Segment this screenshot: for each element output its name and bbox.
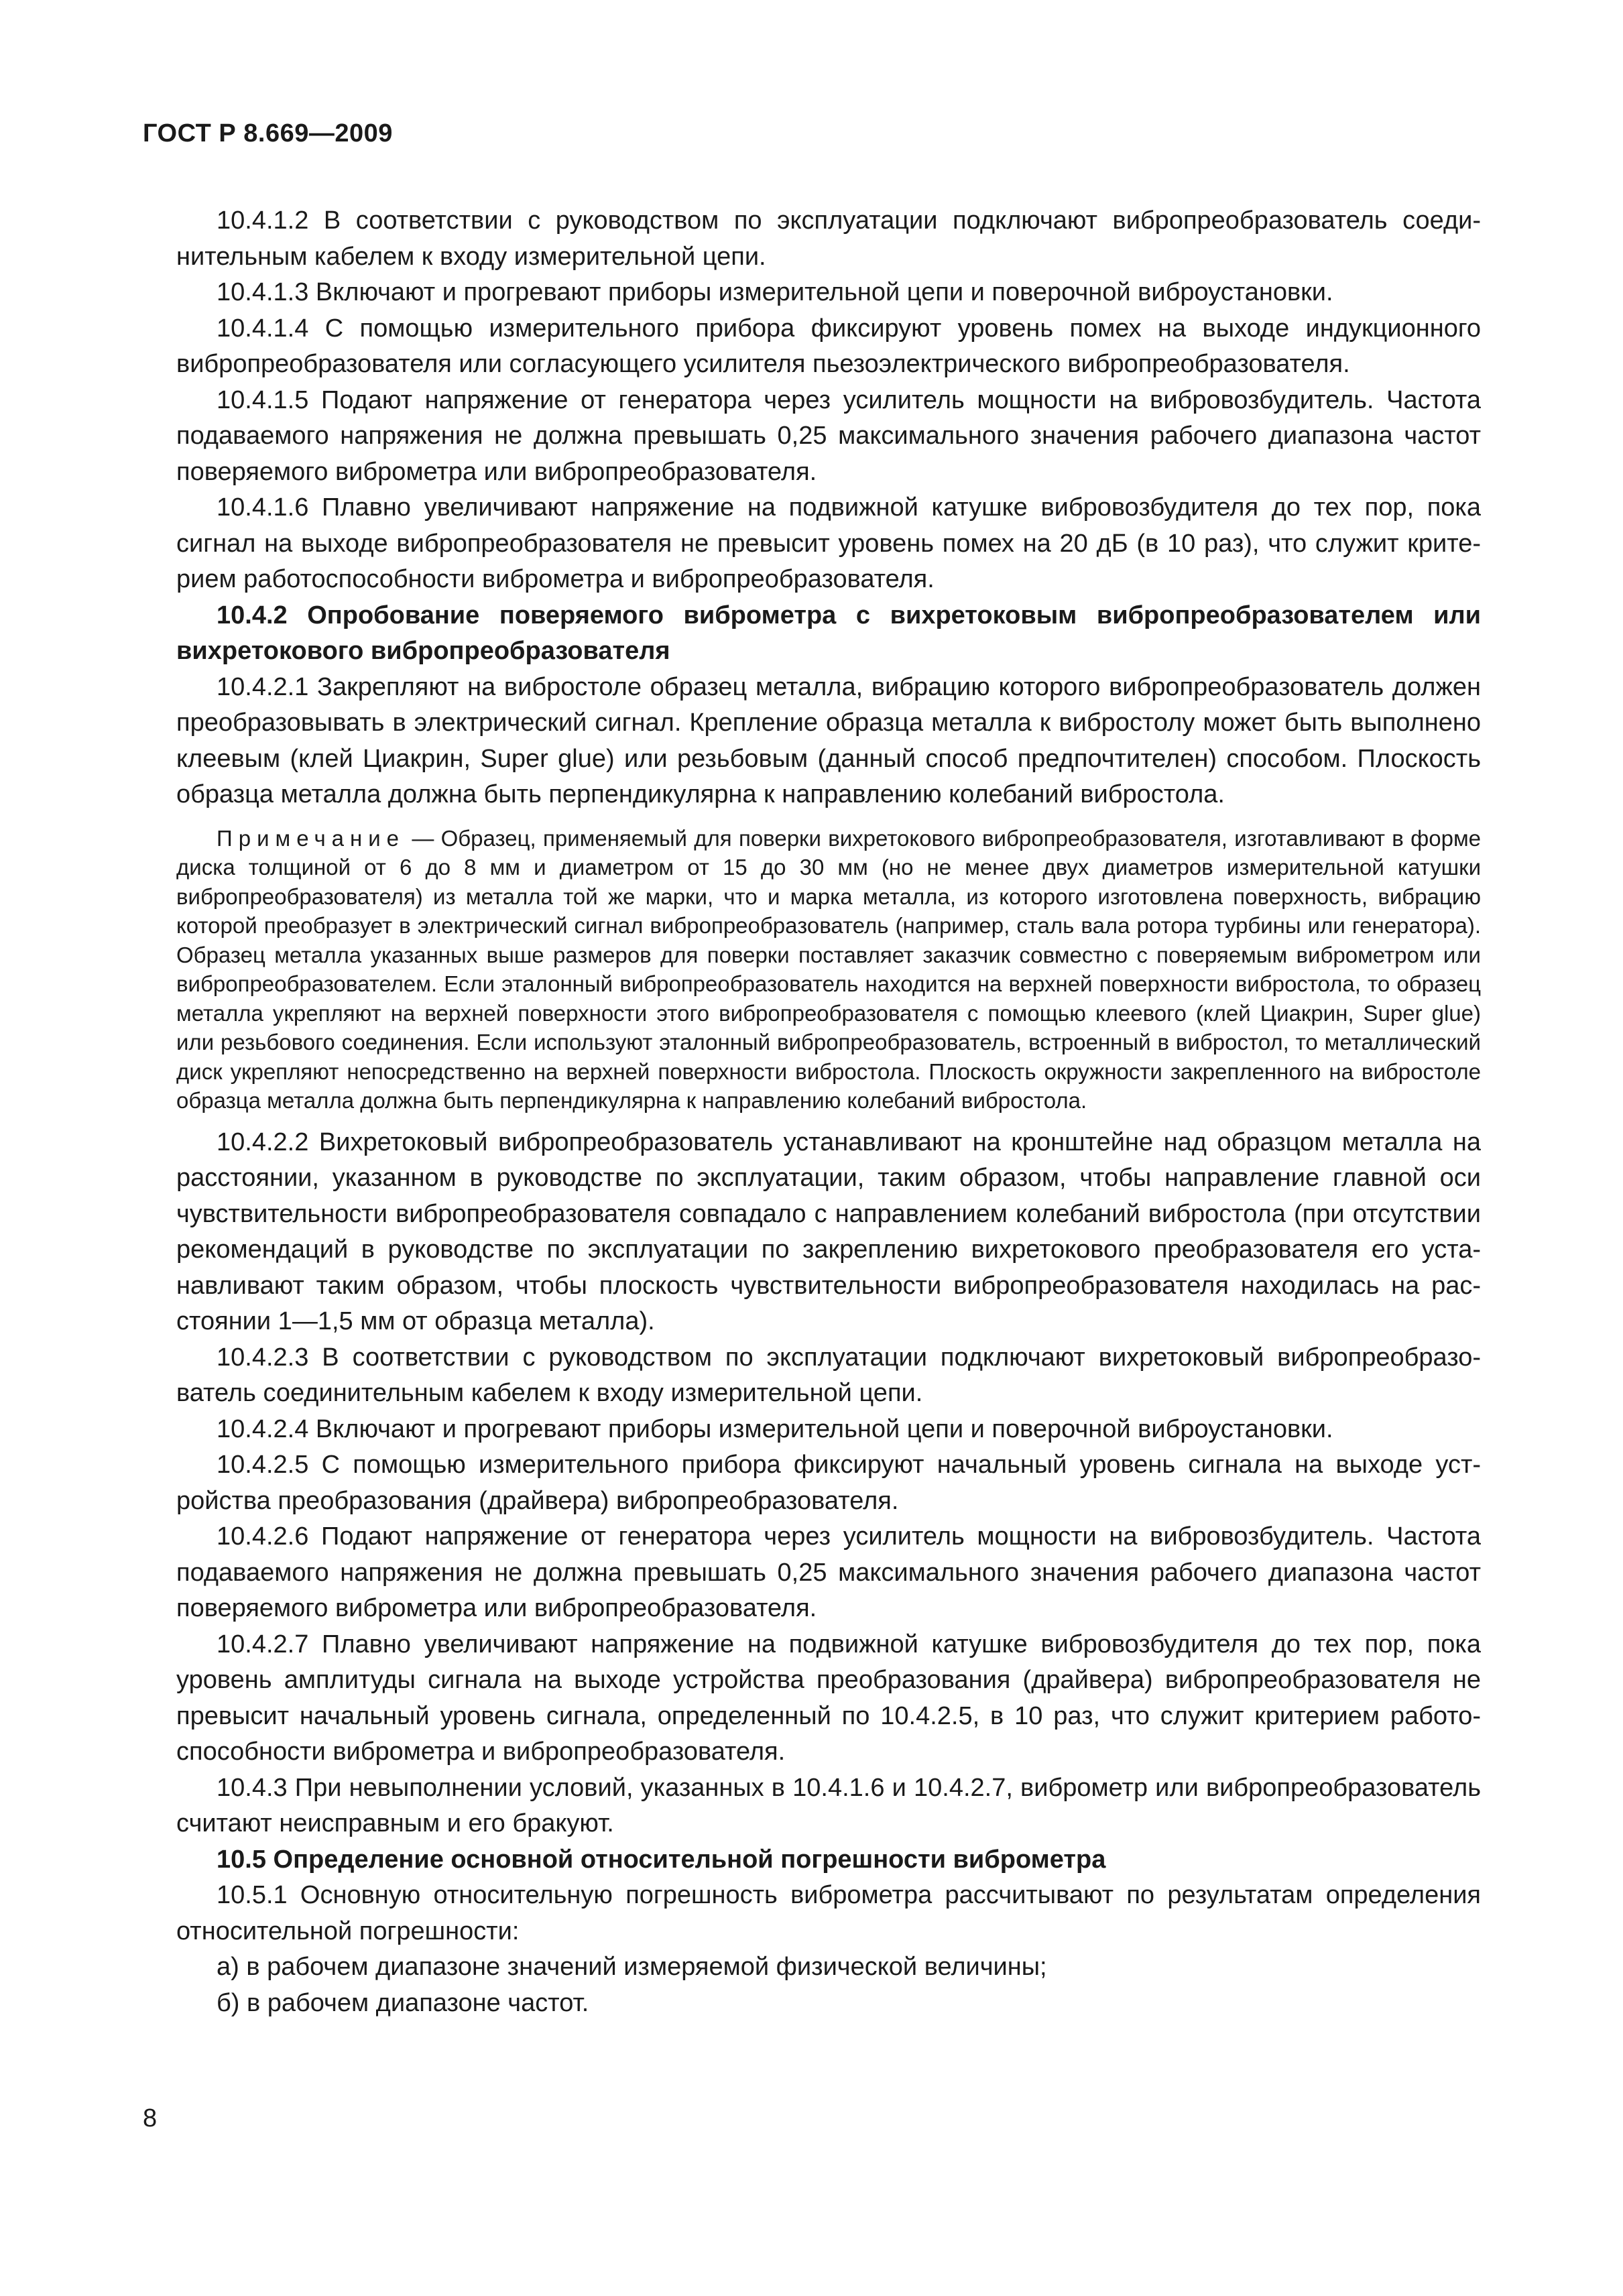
paragraph-10-4-1-6: 10.4.1.6 Плавно увеличивают напряжение на подвижной катушке вибровозбудителя до тех пор, пока сигнал на выходе вибропреобразователя не превысит уровень помех на 20 дБ (в 10 раз), что служит критерием работоспособности виброметра и вибропреобразователя. xyxy=(176,493,1481,593)
paragraph-10-4-2-4: 10.4.2.4 Включают и прогревают приборы измерительной цепи и поверочной виброустановки. xyxy=(217,1414,1333,1443)
list-item-b: б) в рабочем диапазоне частот. xyxy=(217,1988,589,2017)
list-item-a: а) в рабочем диапазоне значений измеряемой физической величины; xyxy=(217,1953,1047,1981)
note-text: — Образец, применяемый для поверки вихретокового вибропреобразователя, изготавливают в форме диска толщиной от 6 до 8 мм и диаметром от 15 до 30 мм (но не менее двух диаметров измерительной катушки вибропреобразователя) из металла той же марки, что и марка металла, из которого изготовлена поверхность, вибрацию которой преобразует в электрический сигнал вибропреобразователь (например, сталь вала ротора турбины или генератора). Образец металла указанных выше размеров для поверки поставляет заказчик совместно с поверяемым виброметром или вибропреобразователем. Если эталонный вибропреобразователь находится на верхней поверхности вибростола, то образец металла укрепляют на верхней поверхности этого вибропреобразователя с помощью клеевого (клей Циакрин, Super glue) или резьбового соединения. Если используют эталонный вибропреобразователь, встроенный в вибростол, то металлический диск укрепляют непосредственно на верхней поверхности вибростола. Плоскость окружности закрепленного на вибростоле образца металла должна быть перпендикулярна к направлению колебаний вибростола. xyxy=(176,825,1481,1113)
paragraph-10-4-1-2: 10.4.1.2 В соответствии с руководством по эксплуатации подключают вибропреобразователь соединительным кабелем к входу измерительной цепи. xyxy=(176,206,1481,271)
note-label: Примечание xyxy=(217,825,406,851)
paragraph-10-4-1-5: 10.4.1.5 Подают напряжение от генератора через усилитель мощности на вибровозбудитель. Частота подаваемого напряжения не должна превышать 0,25 максимального значения рабочего диапазона частот поверяемого виброметра или вибропреобразователя. xyxy=(176,385,1481,486)
paragraph-10-4-2-5: 10.4.2.5 С помощью измерительного прибора фиксируют начальный уровень сигнала на выходе устройства преобразования (драйвера) вибропреобразователя. xyxy=(176,1451,1481,1515)
paragraph-10-4-2-7: 10.4.2.7 Плавно увеличивают напряжение на подвижной катушке вибровозбудителя до тех пор, пока уровень амплитуды сигнала на выходе устройства преобразования (драйвера) вибропреобразователя не превысит начальный уровень сигнала, определенный по 10.4.2.5, в 10 раз, что служит критерием работоспособности виброметра и вибропреобразователя. xyxy=(176,1630,1481,1766)
document-header: ГОСТ Р 8.669—2009 xyxy=(143,119,393,147)
note-paragraph xyxy=(176,824,1481,1115)
paragraph-10-5-1: 10.5.1 Основную относительную погрешность виброметра рассчитывают по результатам определения относительной погрешности: xyxy=(176,1881,1481,1945)
page-number: 8 xyxy=(143,2104,158,2132)
paragraph-10-4-2-1: 10.4.2.1 Закрепляют на вибростоле образец металла, вибрацию которого вибропреобразователь должен преобразовывать в электрический сигнал. Крепление образца металла к вибростолу может быть выполнено клеевым (клей Циакрин, Super glue) или резьбовым (данный способ предпочтителен) способом. Плоскость образца металла должна быть перпендикулярна к направлению колебаний вибростола. xyxy=(176,672,1481,808)
section-heading-10-4-2: 10.4.2 Опробование поверяемого виброметра с вихретоковым вибропреобразователем или вихретокового вибропреобразователя xyxy=(176,601,1481,665)
paragraph-10-4-3: 10.4.3 При невыполнении условий, указанных в 10.4.1.6 и 10.4.2.7, виброметр или вибропреобразователь считают неисправным и его бракуют. xyxy=(176,1773,1481,1837)
section-heading-10-5: 10.5 Определение основной относительной погрешности виброметра xyxy=(217,1845,1106,1874)
paragraph-10-4-2-3: 10.4.2.3 В соответствии с руководством по эксплуатации подключают вихретоковый вибропреобразователь соединительным кабелем к входу измерительной цепи. xyxy=(176,1343,1481,1407)
paragraph-10-4-2-6: 10.4.2.6 Подают напряжение от генератора через усилитель мощности на вибровозбудитель. Частота подаваемого напряжения не должна превышать 0,25 максимального значения рабочего диапазона частот поверяемого виброметра или вибропреобразователя. xyxy=(176,1522,1481,1622)
paragraph-10-4-2-2: 10.4.2.2 Вихретоковый вибропреобразователь устанавливают на кронштейне над образцом металла на расстоянии, указанном в руководстве по эксплуатации, таким образом, чтобы направление главной оси чувствительности вибропреобразователя совпадало с направлением колебаний вибростола (при отсутствии рекомендаций в руководстве по эксплуатации по закреплению вихретокового преобразователя его устанавливают таким образом, чтобы плоскость чувствительности вибропреобразователя находилась на расстоянии 1—1,5 мм от образца металла). xyxy=(176,1128,1481,1335)
paragraph-10-4-1-4: 10.4.1.4 С помощью измерительного прибора фиксируют уровень помех на выходе индукционного вибропреобразователя или согласующего усилителя пьезоэлектрического вибропреобразователя. xyxy=(176,314,1481,378)
paragraph-10-4-1-3: 10.4.1.3 Включают и прогревают приборы измерительной цепи и поверочной виброустановки. xyxy=(217,278,1333,306)
document-body xyxy=(176,203,1481,2021)
